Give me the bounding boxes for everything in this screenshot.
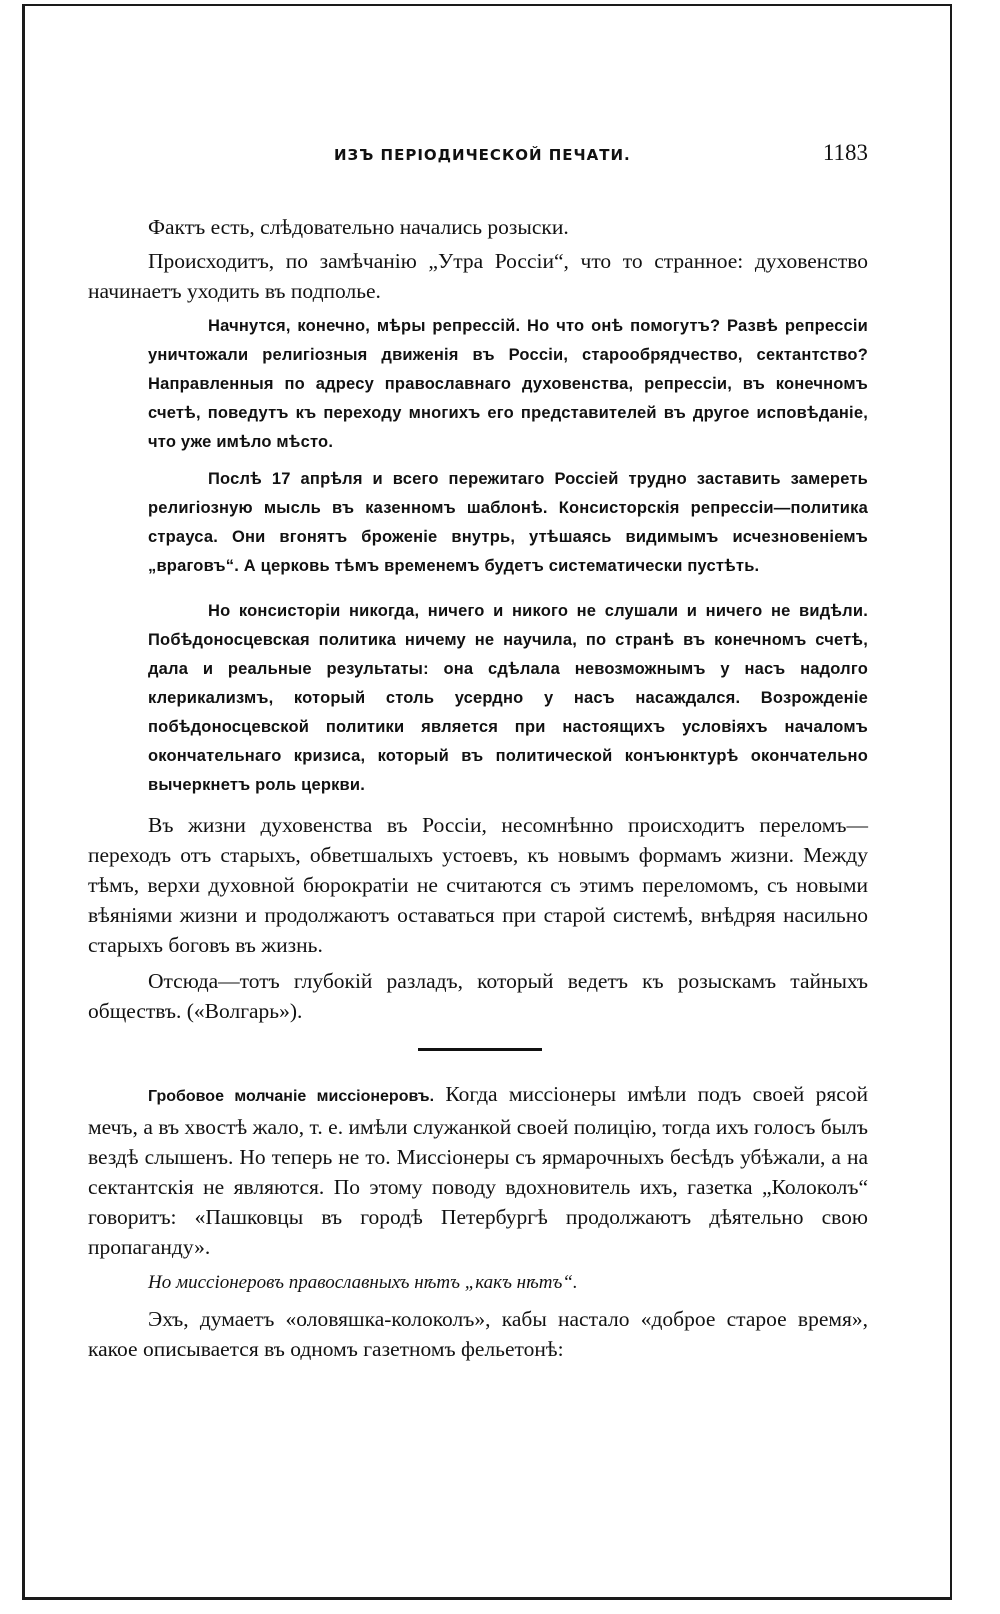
paragraph-5 <box>88 1079 868 1262</box>
section-divider <box>418 1048 542 1051</box>
paragraph-2: Происходитъ, по замѣчанію „Утра Россіи“, что то странное: духовенство начинаетъ уходить въ подполье. <box>88 249 868 303</box>
paragraph-5-text: Когда миссіонеры имѣли подъ своей рясой мечъ, а въ хвостѣ жало, т. е. имѣли служанкой своей полицію, тогда ихъ голосъ былъ вездѣ слышенъ. Но теперь не то. Миссіонеры съ ярмарочныхъ бесѣдъ убѣжали, а на сектантскія не являются. По этому поводу вдохновитель ихъ, газетка „Колоколъ“ говоритъ: «Пашковцы въ городѣ Петербургѣ продолжаютъ дѣятельно свою пропаганду». <box>88 1082 869 1259</box>
quote-paragraph-3: Но консисторіи никогда, ничего и никого не слушали и ничего не видѣли. Побѣдоносцевская политика ничему не научила, по странѣ въ конечномъ счетѣ, дала и реальные результаты: она сдѣлала невозможнымъ у насъ надолго клерикализмъ, который столь усердно у насъ насаждался. Возрожденіе побѣдоносцевской политики является при настоящихъ условіяхъ началомъ окончательнаго кризиса, который въ политической конъюнктурѣ окончательно вычеркнетъ роль церкви. <box>148 602 868 794</box>
paragraph-3: Въ жизни духовенства въ Россіи, несомнѣнно происходитъ переломъ—переходъ отъ старыхъ, обветшалыхъ устоевъ, къ новымъ формамъ жизни. Между тѣмъ, верхи духовной бюрократіи не считаются съ этимъ переломомъ, съ новыми вѣяніями жизни и продолжаютъ оставаться при старой системѣ, внѣдряя насильно старыхъ боговъ въ жизнь. <box>88 813 868 957</box>
page-number: 1183 <box>822 140 868 165</box>
paragraph-4: Отсюда—тотъ глубокій разладъ, который ведетъ къ розыскамъ тайныхъ обществъ. («Волгарь»). <box>88 969 868 1023</box>
paragraph-1: Фактъ есть, слѣдовательно начались розыски. <box>148 215 569 239</box>
running-head <box>88 140 868 172</box>
running-title: ИЗЪ ПЕРІОДИЧЕСКОЙ ПЕЧАТИ. <box>334 146 631 164</box>
paragraph-7: Эхъ, думаетъ «оловяшка-колоколъ», кабы настало «доброе старое время», какое описывается въ одномъ газетномъ фельетонѣ: <box>88 1307 868 1361</box>
page-content <box>88 140 868 1364</box>
section-heading: Гробовое молчаніе миссіонеровъ. <box>148 1088 435 1105</box>
quote-paragraph-2: Послѣ 17 апрѣля и всего пережитаго Россіей трудно заставить замереть религіозную мысль въ казенномъ шаблонѣ. Консисторскія репрессіи—политика страуса. Они вгонятъ броженіе внутрь, утѣшаясь видимымъ исчезновеніемъ „враговъ“. А церковь тѣмъ временемъ будетъ систематически пустѣть. <box>148 470 868 575</box>
paragraph-6: Но миссіонеровъ православныхъ нѣтъ „какъ нѣтъ“. <box>148 1272 578 1293</box>
quote-paragraph-1: Начнутся, конечно, мѣры репрессій. Но что онѣ помогутъ? Развѣ репрессіи уничтожали религіозныя движенія въ Россіи, старообрядчество, сектантство? Направленныя по адресу православнаго духовенства, репрессіи, въ конечномъ счетѣ, поведутъ къ переходу многихъ его представителей въ другое исповѣданіе, что уже имѣло мѣсто. <box>148 317 868 451</box>
